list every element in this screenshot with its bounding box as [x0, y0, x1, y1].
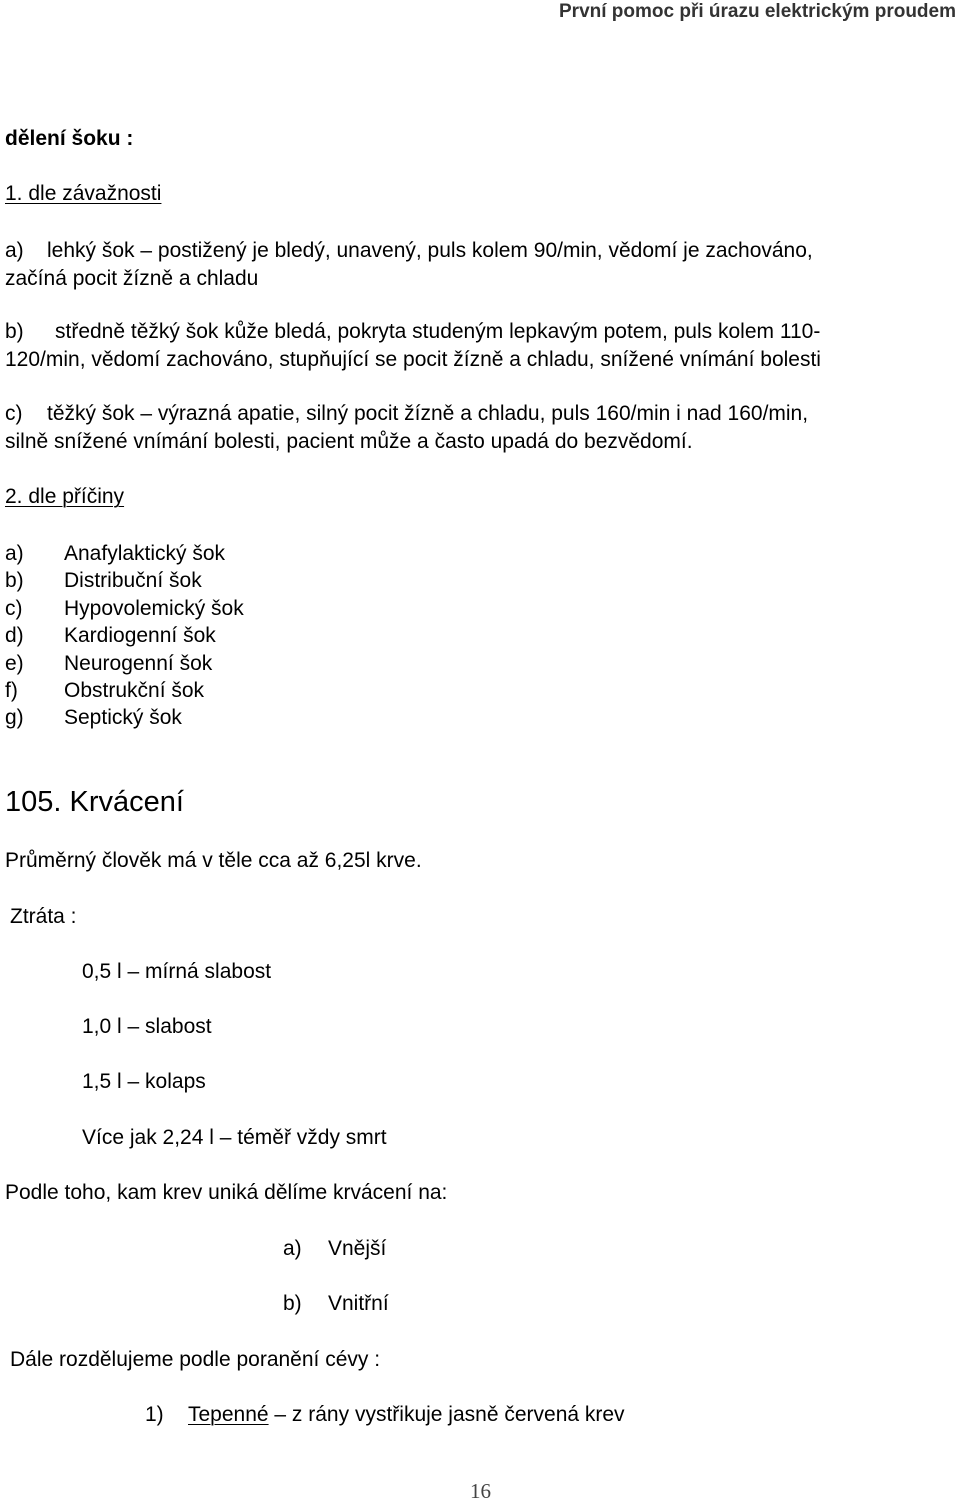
list-item: 1,0 l – slabost	[82, 1015, 212, 1038]
list-item-label: b)	[283, 1292, 302, 1315]
severity-item-text: lehký šok – postižený je bledý, unavený, puls kolem 90/min, vědomí je zachováno,	[47, 239, 813, 262]
list-item	[5, 622, 244, 649]
list-item-text: Septický šok	[64, 706, 182, 730]
severity-item-label: b)	[5, 320, 24, 343]
page-number: 16	[470, 1479, 491, 1503]
list-item-text: Kardiogenní šok	[64, 624, 216, 648]
cause-list	[5, 540, 244, 732]
list-item-label: d)	[5, 624, 24, 648]
list-item	[5, 704, 244, 731]
list-item-label: a)	[5, 542, 24, 565]
cause-heading: 2. dle příčiny	[5, 485, 125, 508]
list-item-label: b)	[5, 569, 24, 593]
bleeding-intro: Průměrný člověk má v těle cca až 6,25l krve.	[5, 849, 422, 872]
severity-item-text: středně těžký šok kůže bledá, pokryta studeným lepkavým potem, puls kolem 110-	[55, 320, 821, 343]
severity-item-text-cont: začíná pocit žízně a chladu	[5, 267, 259, 290]
severity-heading: 1. dle závažnosti	[5, 182, 162, 205]
split-intro: Podle toho, kam krev uniká dělíme krvácení na:	[5, 1181, 448, 1204]
list-item-text: Vnější	[328, 1237, 387, 1260]
severity-item-label: a)	[5, 239, 24, 262]
severity-item-b	[5, 318, 955, 374]
list-item	[5, 540, 244, 567]
list-item: 1,5 l – kolaps	[82, 1070, 206, 1093]
list-item-text: Vnitřní	[328, 1292, 389, 1315]
list-item-text: Distribuční šok	[64, 569, 202, 593]
severity-item-text-cont: silně snížené vnímání bolesti, pacient může a často upadá do bezvědomí.	[5, 430, 693, 453]
severity-item-text-cont: 120/min, vědomí zachováno, stupňující se pocit žízně a chladu, snížené vnímání bolesti	[5, 348, 821, 371]
list-item-term: Tepenné	[188, 1403, 269, 1426]
list-item	[145, 1404, 625, 1425]
list-item-label: f)	[5, 679, 18, 703]
list-item-label: g)	[5, 706, 24, 730]
list-item: 0,5 l – mírná slabost	[82, 960, 272, 983]
list-item: Více jak 2,24 l – téměř vždy smrt	[82, 1126, 387, 1149]
list-item-text: Neurogenní šok	[64, 651, 213, 675]
list-item	[5, 650, 244, 677]
list-item	[5, 567, 244, 594]
list-item	[5, 595, 244, 622]
vessel-intro: Dále rozdělujeme podle poranění cévy :	[10, 1348, 381, 1371]
list-item-text: Anafylaktický šok	[64, 542, 226, 565]
list-item-label: e)	[5, 651, 24, 675]
severity-item-a	[5, 237, 955, 293]
bleeding-section-title: 105. Krvácení	[5, 786, 184, 818]
severity-item-label: c)	[5, 402, 23, 425]
severity-item-c	[5, 400, 955, 456]
severity-item-text: těžký šok – výrazná apatie, silný pocit žízně a chladu, puls 160/min i nad 160/min,	[47, 402, 809, 425]
list-item-label: 1)	[145, 1403, 164, 1426]
list-item	[5, 677, 244, 704]
list-item-text: – z rány vystřikuje jasně červená krev	[268, 1403, 625, 1426]
list-item	[283, 1293, 389, 1314]
list-item-label: a)	[283, 1237, 302, 1260]
loss-label: Ztráta :	[10, 905, 77, 928]
list-item-label: c)	[5, 596, 23, 620]
list-item-text: Obstrukční šok	[64, 679, 205, 703]
running-header: První pomoc při úrazu elektrickým proudem	[559, 1, 956, 22]
shock-section-title: dělení šoku :	[5, 127, 134, 150]
list-item-text: Hypovolemický šok	[64, 596, 244, 620]
list-item	[283, 1238, 386, 1259]
